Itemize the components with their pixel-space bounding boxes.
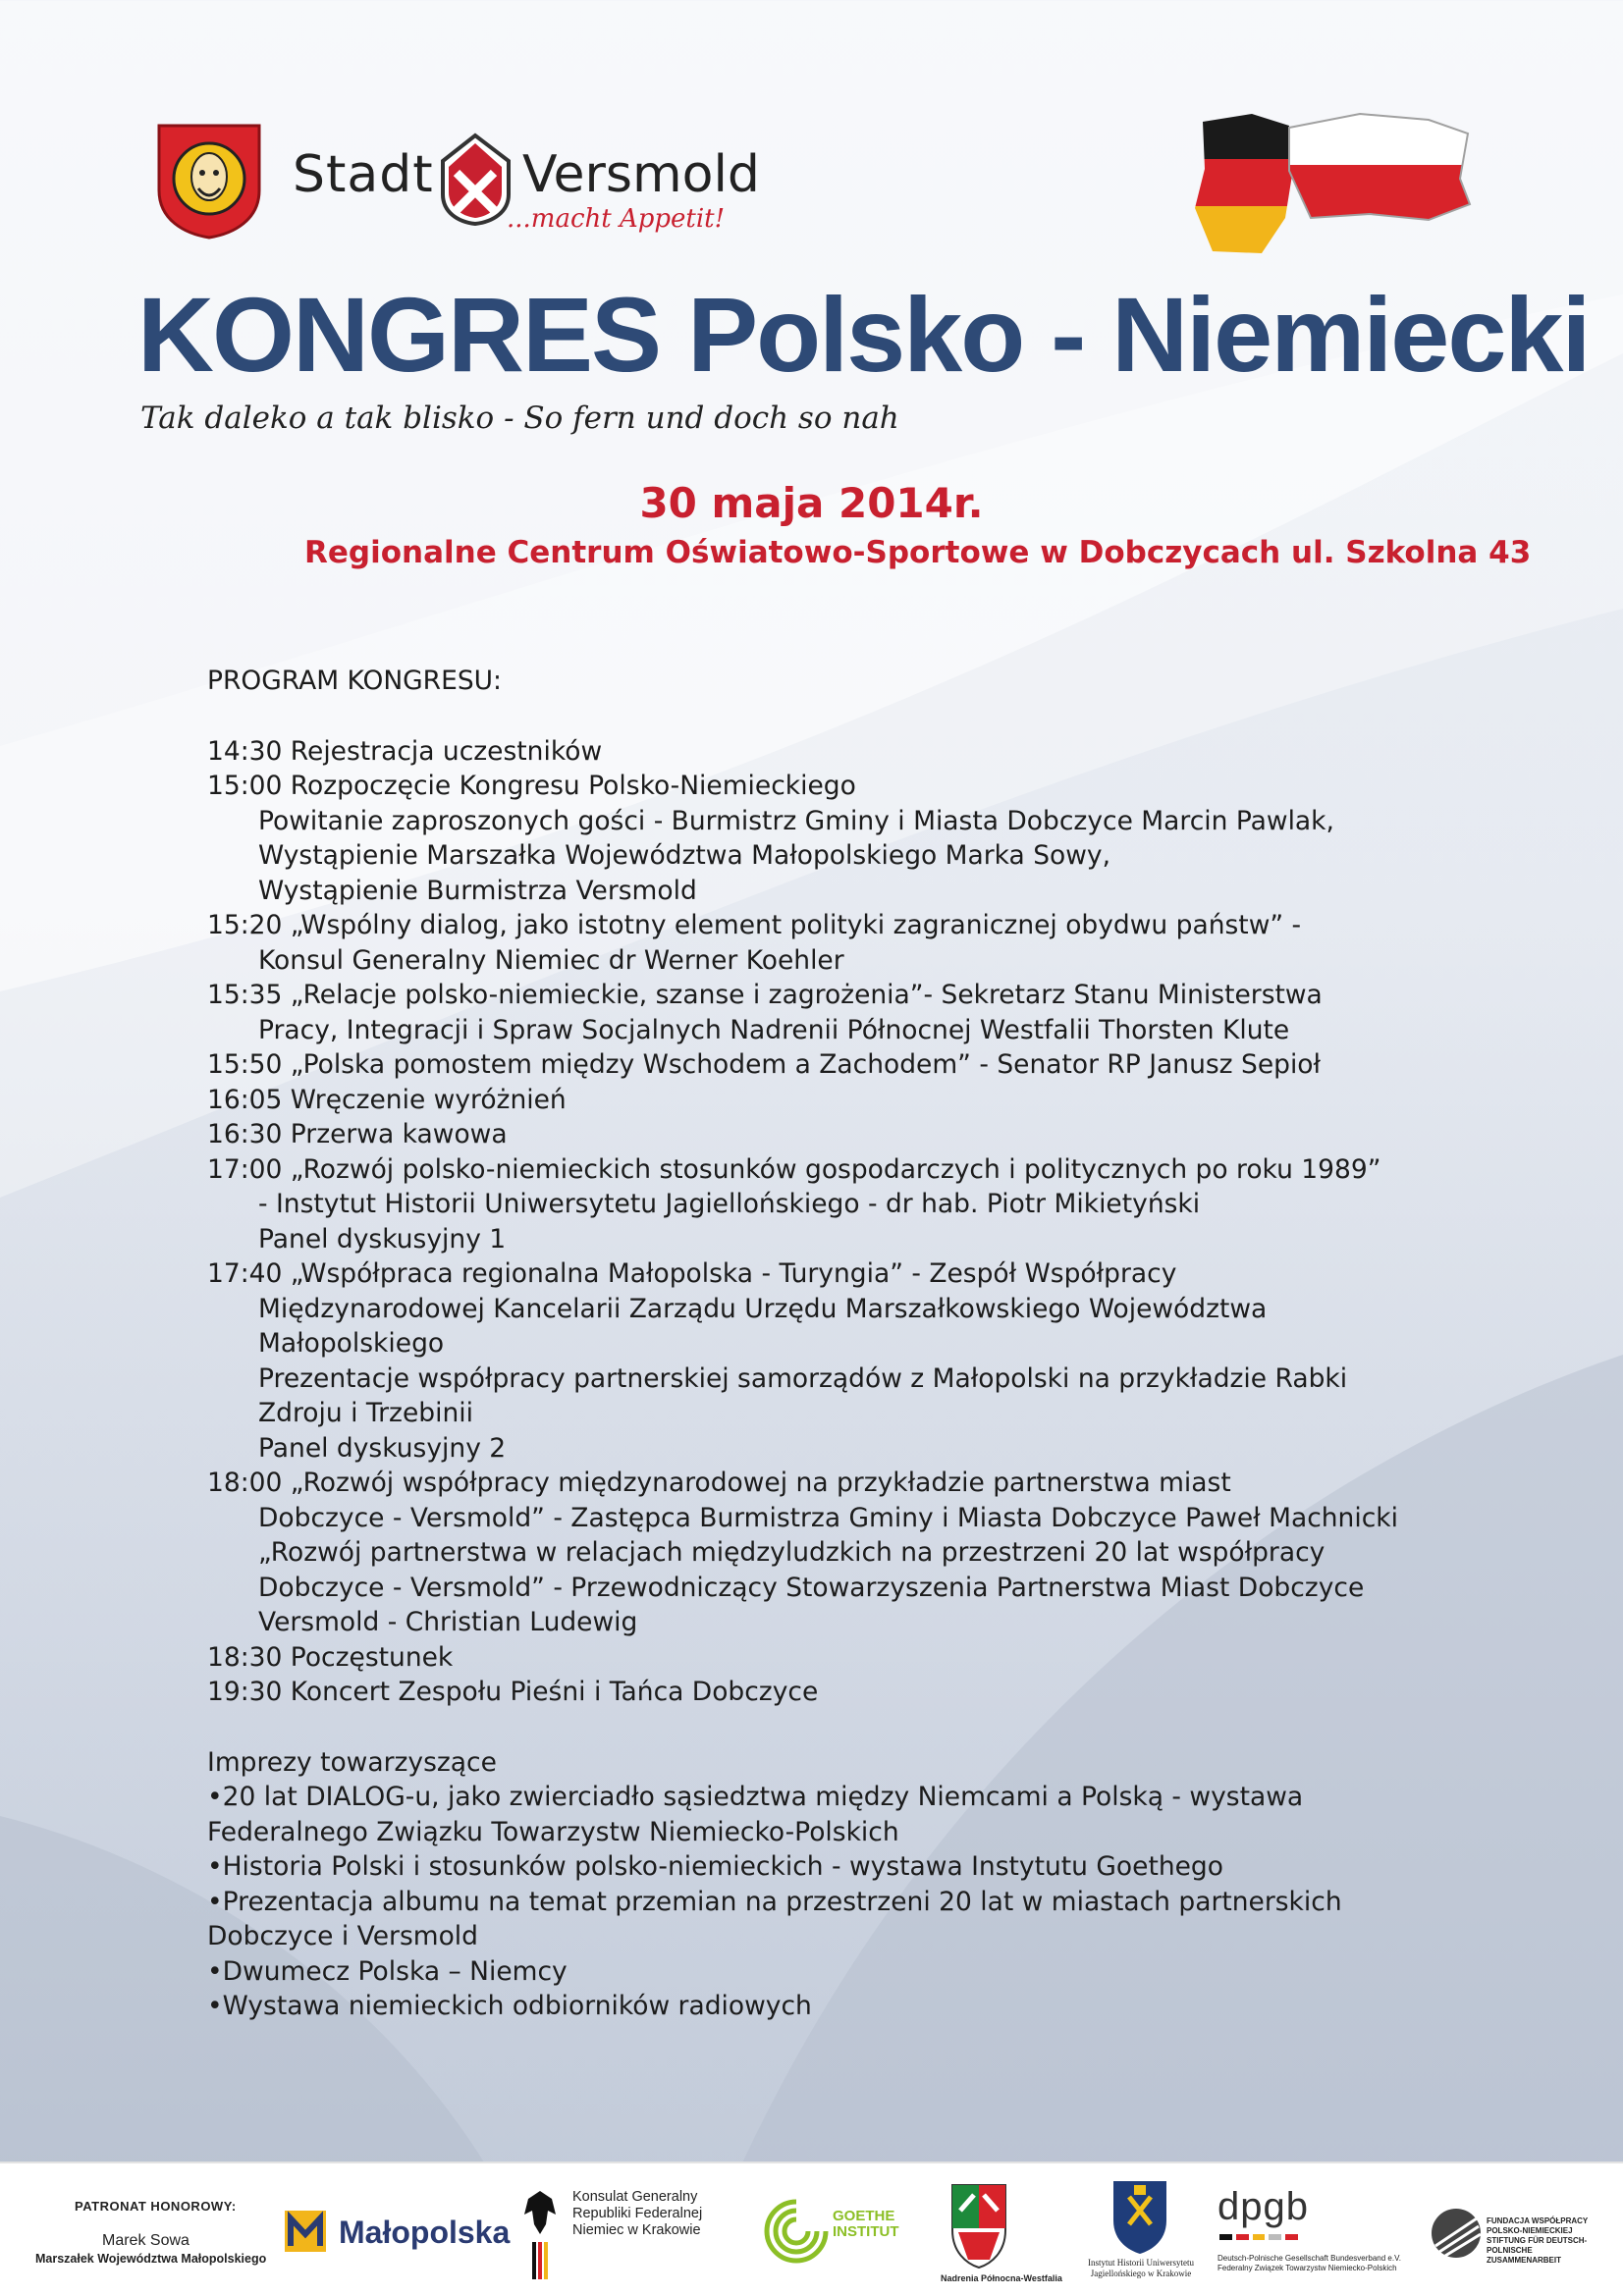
- event-line: •Prezentacja albumu na temat przemian na przestrzeni 20 lat w miastach partnerskich: [207, 1886, 1342, 1917]
- program-line: 15:00 Rozpoczęcie Kongresu Polsko-Niemieckiego: [207, 771, 856, 801]
- program-list: [207, 734, 1474, 1710]
- program-heading: PROGRAM KONGRESU:: [207, 666, 502, 696]
- patronat-label: PATRONAT HONOROWY:: [75, 2199, 237, 2214]
- versmold-label: Versmold: [522, 145, 760, 204]
- nrw-label: Nadrenia Północna-Westfalia: [941, 2273, 1062, 2283]
- program-line: 14:30 Rejestracja uczestników: [207, 735, 603, 767]
- subtitle: Tak daleko a tak blisko - So fern und doch so nah: [140, 400, 899, 436]
- program-line: Wystąpienie Marszałka Województwa Małopolskiego Marka Sowy,: [258, 840, 1111, 871]
- patron-name: Marek Sowa: [102, 2232, 189, 2249]
- program-line: 15:20 „Wspólny dialog, jako istotny element polityki zagranicznej obydwu państw” -: [207, 910, 1302, 940]
- event-line: Federalnego Związku Towarzystw Niemiecko-Polskich: [207, 1816, 899, 1847]
- event-line: Dobczyce i Versmold: [207, 1921, 478, 1951]
- program-line: Wystąpienie Burmistrza Versmold: [258, 875, 697, 906]
- program-line: 18:00 „Rozwój współpracy międzynarodowej na przykładzie partnerstwa miast: [207, 1468, 1231, 1498]
- dpgb-logo-text: dpgb: [1217, 2185, 1309, 2228]
- event-date: 30 maja 2014r.: [639, 479, 984, 527]
- program-line: Powitanie zaproszonych gości - Burmistrz Gminy i Miasta Dobczyce Marcin Pawlak,: [258, 805, 1334, 836]
- dpgb-color-bar: [1219, 2234, 1298, 2240]
- event-line: •20 lat DIALOG-u, jako zwierciadło sąsiedztwa między Niemcami a Polską - wystawa: [207, 1782, 1304, 1812]
- fwpn-logo-icon: [1430, 2207, 1483, 2260]
- uj-crest-icon: [1109, 2177, 1170, 2256]
- konsulat-label: Konsulat Generalny Republiki Federalnej Niemiec w Krakowie: [572, 2189, 703, 2238]
- program-line: - Instytut Historii Uniwersytetu Jagiellońskiego - dr hab. Piotr Mikietyński: [258, 1189, 1201, 1219]
- page-title: KONGRES Polsko - Niemiecki: [137, 275, 1590, 394]
- stadt-label: Stadt: [293, 145, 434, 204]
- events-list: [207, 1780, 1474, 2024]
- program-line: Pracy, Integracji i Spraw Socjalnych Nadrenii Północnej Westfalii Thorsten Klute: [258, 1014, 1290, 1045]
- program-line: Versmold - Christian Ludewig: [258, 1607, 638, 1637]
- program-line: Dobczyce - Versmold” - Zastępca Burmistrza Gminy i Miasta Dobczyce Paweł Machnicki: [258, 1502, 1398, 1533]
- dpgb-subtitle: Deutsch-Polnische Gesellschaft Bundesverband e.V. Federalny Związek Towarzystw Niemiecko-Polskich: [1217, 2254, 1401, 2272]
- program-line: Panel dyskusyjny 1: [258, 1223, 507, 1255]
- event-line: •Historia Polski i stosunków polsko-niemieckich - wystawa Instytutu Goethego: [207, 1851, 1223, 1882]
- program-line: 15:35 „Relacje polsko-niemieckie, szanse i zagrożenia”- Sekretarz Stanu Ministerstwa: [207, 980, 1323, 1010]
- program-line: 17:40 „Współpraca regionalna Małopolska - Turyngia” - Zespół Współpracy: [207, 1258, 1177, 1289]
- program-line: Zdroju i Trzebinii: [258, 1398, 473, 1428]
- program-line: Konsul Generalny Niemiec dr Werner Koehler: [258, 944, 844, 976]
- program-line: 17:00 „Rozwój polsko-niemieckich stosunków gospodarczych i politycznych po roku 1989”: [207, 1153, 1381, 1185]
- program-section: [207, 664, 1474, 2024]
- slogan: ...macht Appetit!: [507, 204, 726, 234]
- program-line: 16:30 Przerwa kawowa: [207, 1119, 508, 1149]
- program-line: 18:30 Poczęstunek: [207, 1641, 454, 1673]
- sponsors-footer: [0, 2162, 1623, 2296]
- goethe-label-2: INSTITUT: [833, 2223, 899, 2240]
- program-line: Międzynarodowej Kancelarii Zarządu Urzędu Marszałkowskiego Województwa: [258, 1293, 1268, 1324]
- versmold-crest-icon: [439, 132, 513, 226]
- patron-role: Marszałek Województwa Małopolskiego: [35, 2252, 267, 2266]
- program-line: Dobczyce - Versmold” - Przewodniczący Stowarzyszenia Partnerstwa Miast Dobczyce: [258, 1572, 1365, 1603]
- goethe-institut-logo-icon: [764, 2199, 829, 2264]
- malopolska-logo-text: Małopolska: [339, 2215, 511, 2250]
- program-line: 15:50 „Polska pomostem między Wschodem a Zachodem” - Senator RP Janusz Sepioł: [207, 1049, 1322, 1080]
- program-line: „Rozwój partnerstwa w relacjach międzyludzkich na przestrzeni 20 lat współpracy: [258, 1537, 1325, 1568]
- event-venue: Regionalne Centrum Oświatowo-Sportowe w Dobczycach ul. Szkolna 43: [304, 535, 1532, 570]
- program-line: 19:30 Koncert Zespołu Pieśni i Tańca Dobczyce: [207, 1677, 819, 1707]
- events-heading: Imprezy towarzyszące: [207, 1746, 497, 1778]
- germany-poland-flag-map-icon: [1183, 110, 1478, 257]
- nrw-coat-of-arms-icon: [948, 2181, 1009, 2269]
- goethe-label-1: GOETHE: [833, 2208, 895, 2224]
- program-line: Panel dyskusyjny 2: [258, 1432, 507, 1464]
- event-line: •Wystawa niemieckich odbiorników radiowych: [207, 1991, 812, 2021]
- uj-label: Instytut Historii Uniwersytetu Jagiellońskiego w Krakowie: [1088, 2258, 1194, 2278]
- fwpn-label: FUNDACJA WSPÓŁPRACY POLSKO-NIEMIECKIEJ STIFTUNG FÜR DEUTSCH-POLNISCHE ZUSAMMENARBEIT: [1487, 2216, 1589, 2265]
- program-line: Prezentacje współpracy partnerskiej samorządów z Małopolski na przykładzie Rabki: [258, 1362, 1348, 1394]
- program-line: Małopolskiego: [258, 1328, 445, 1359]
- goethe-institut-text: [833, 2209, 899, 2240]
- program-line: 16:05 Wręczenie wyróżnień: [207, 1084, 567, 1115]
- dobczyce-coat-of-arms-icon: [155, 122, 263, 240]
- german-eagle-icon: [520, 2185, 560, 2279]
- event-line: •Dwumecz Polska – Niemcy: [207, 1955, 568, 1987]
- malopolska-logo-icon: [283, 2209, 328, 2254]
